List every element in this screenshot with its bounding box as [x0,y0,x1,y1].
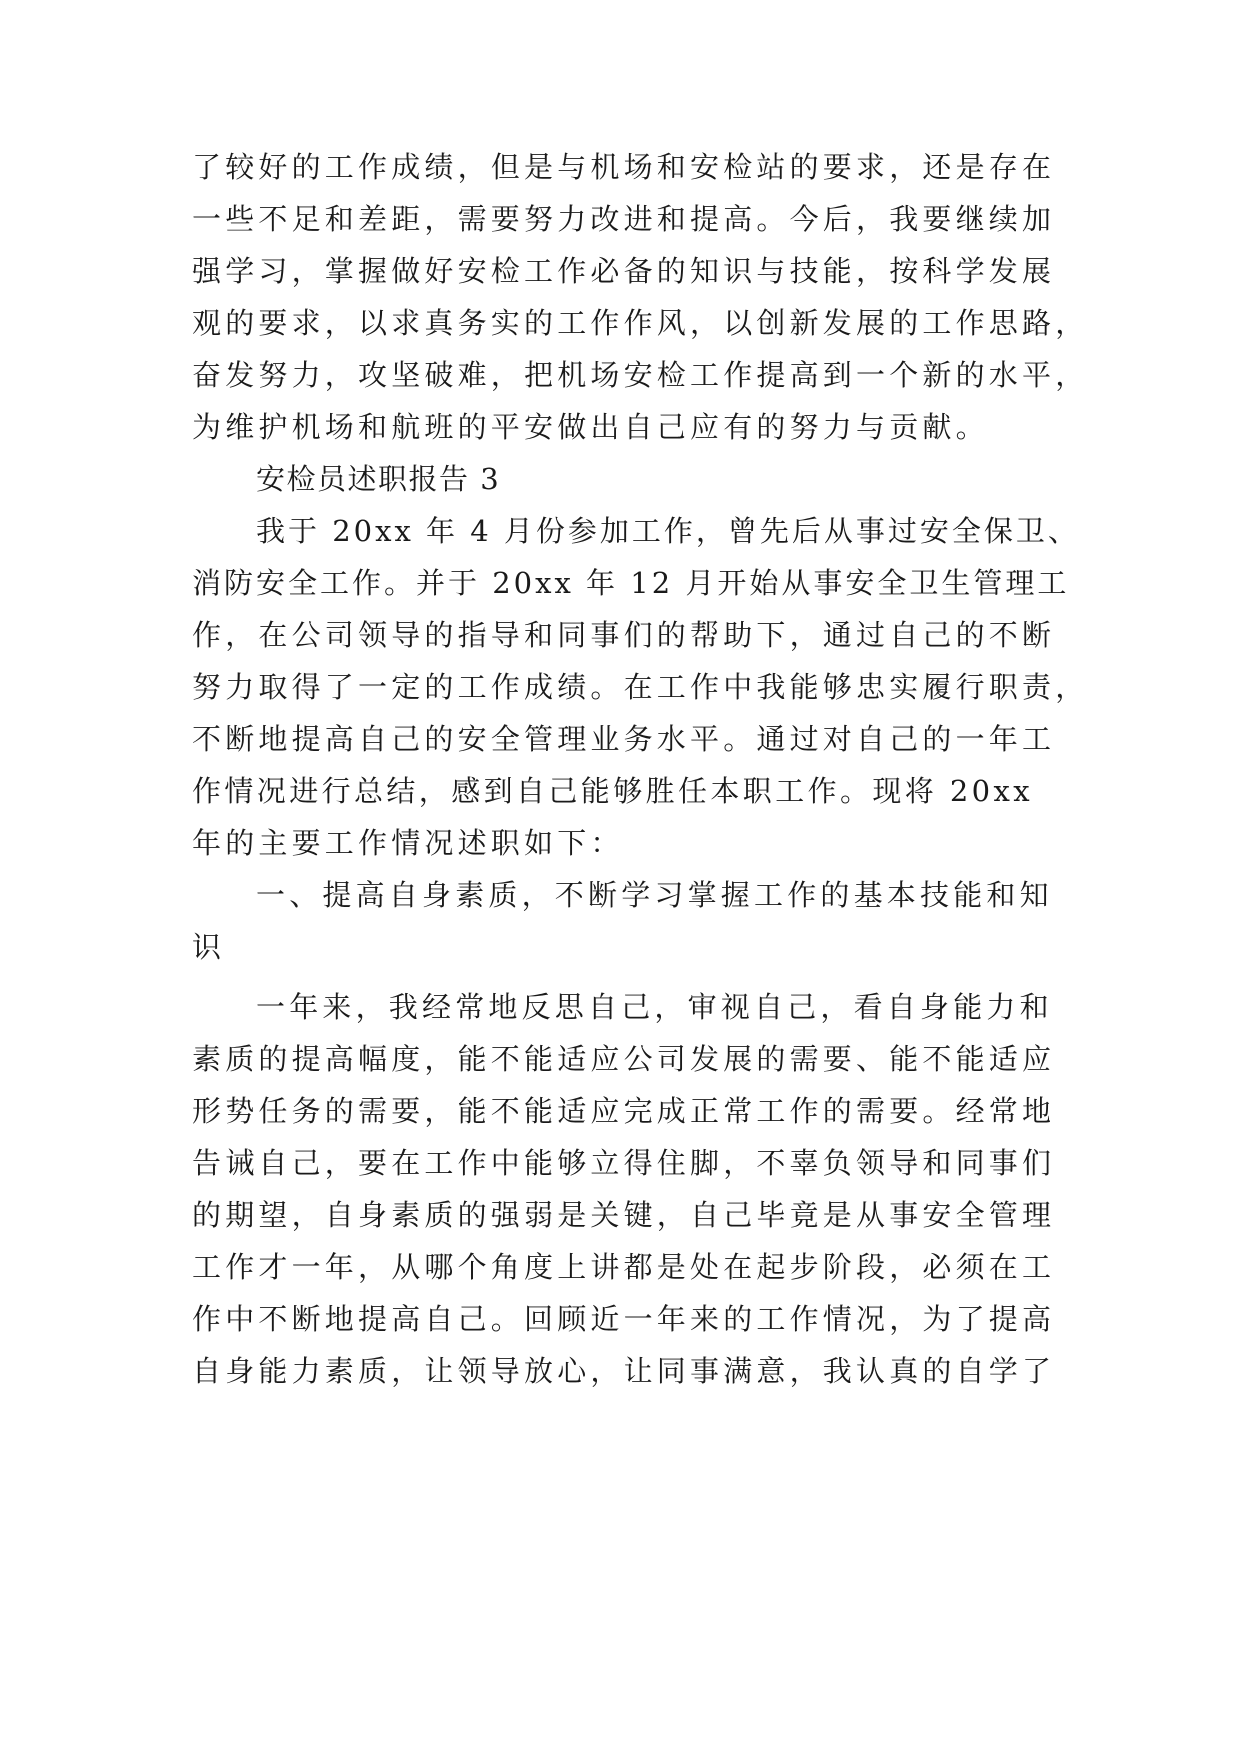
body-text-line: 工作才一年，从哪个角度上讲都是处在起步阶段，必须在工 [192,1250,1056,1284]
body-text-line: 奋发努力，攻坚破难，把机场安检工作提高到一个新的水平， [192,358,1089,392]
body-text-line: 自身能力素质，让领导放心，让同事满意，我认真的自学了 [192,1354,1056,1388]
body-text-line: 一些不足和差距，需要努力改进和提高。今后，我要继续加 [192,202,1056,236]
section-heading: 安检员述职报告 3 [256,462,501,496]
body-text-line: 努力取得了一定的工作成绩。在工作中我能够忠实履行职责， [192,670,1089,704]
body-text-line: 观的要求，以求真务实的工作作风，以创新发展的工作思路， [192,306,1089,340]
body-text-line: 消防安全工作。并于 20xx 年 12 月开始从事安全卫生管理工 [192,566,1070,600]
body-text-line: 形势任务的需要，能不能适应完成正常工作的需要。经常地 [192,1094,1056,1128]
body-text-line: 一年来，我经常地反思自己，审视自己，看自身能力和 [256,990,1053,1024]
body-text-line: 为维护机场和航班的平安做出自己应有的努力与贡献。 [192,410,989,444]
body-text-line: 素质的提高幅度，能不能适应公司发展的需要、能不能适应 [192,1042,1056,1076]
body-text-line: 告诫自己，要在工作中能够立得住脚，不辜负领导和同事们 [192,1146,1056,1180]
body-text-line: 的期望，自身素质的强弱是关键，自己毕竟是从事安全管理 [192,1198,1056,1232]
section-heading: 一、提高自身素质，不断学习掌握工作的基本技能和知 [256,878,1053,912]
section-heading-continued: 识 [192,930,226,964]
body-text-line: 不断地提高自己的安全管理业务水平。通过对自己的一年工 [192,722,1056,756]
body-text-line: 强学习，掌握做好安检工作必备的知识与技能，按科学发展 [192,254,1056,288]
body-text-line: 作中不断地提高自己。回顾近一年来的工作情况，为了提高 [192,1302,1056,1336]
body-text-line: 了较好的工作成绩，但是与机场和安检站的要求，还是存在 [192,150,1056,184]
body-text-line: 年的主要工作情况述职如下： [192,826,624,860]
body-text-line: 作，在公司领导的指导和同事们的帮助下，通过自己的不断 [192,618,1056,652]
body-text-line: 作情况进行总结，感到自己能够胜任本职工作。现将 20xx [192,774,1034,808]
body-text-line: 我于 20xx 年 4 月份参加工作，曾先后从事过安全保卫、 [256,514,1080,548]
